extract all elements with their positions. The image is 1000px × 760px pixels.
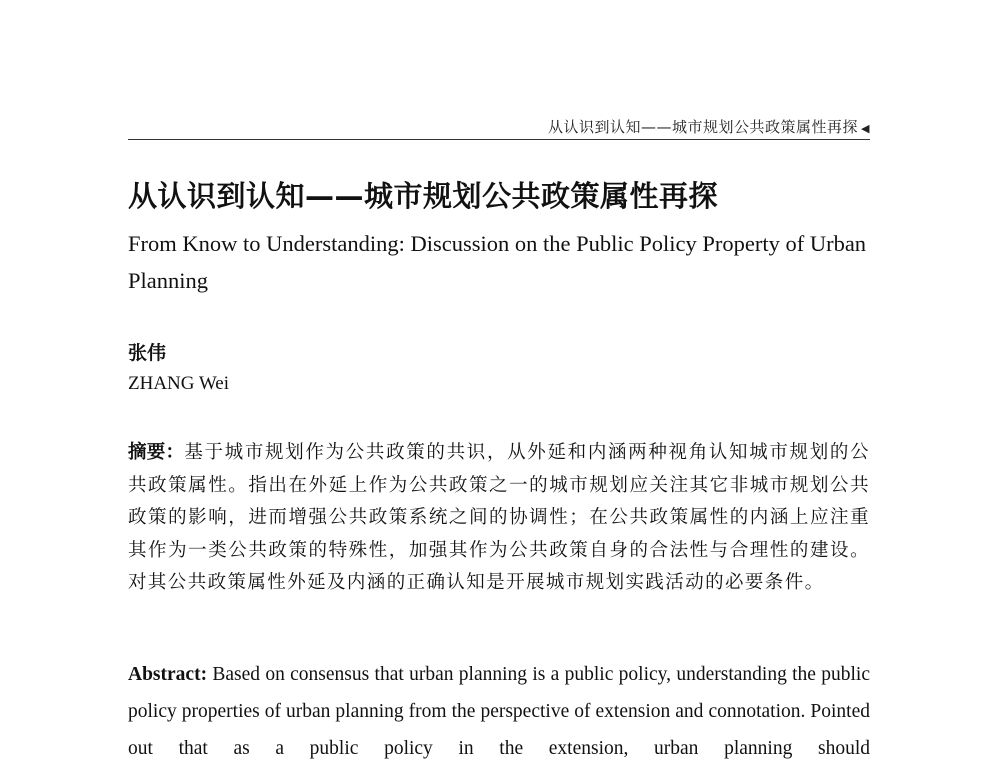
running-head-text: 从认识到认知——城市规划公共政策属性再探 (548, 118, 859, 136)
author-english: ZHANG Wei (128, 373, 230, 394)
title-chinese: 从认识到认知——城市规划公共政策属性再探 (128, 179, 719, 213)
abstract-chinese (128, 437, 870, 600)
abstract-english-label: Abstract: (128, 664, 208, 685)
author-chinese: 张伟 (128, 342, 167, 364)
triangle-left-icon: ◀ (861, 122, 870, 135)
abstract-english (128, 656, 870, 760)
header-rule (128, 139, 870, 140)
abstract-chinese-label: 摘要： (128, 442, 185, 463)
title-english: From Know to Understanding: Discussion on the Public Policy Property of Urban Planning (128, 231, 867, 293)
abstract-chinese-text: 基于城市规划作为公共政策的共识，从外延和内涵两种视角认知城市规划的公共政策属性。指出在外延上作为公共政策之一的城市规划应关注其它非城市规划公共政策的影响，进而增强公共政策系统之间的协调性；在公共政策属性的内涵上应注重其作为一类公共政策的特殊性，加强其作为公共政策自身的合法性与合理性的建设。对其公共政策属性外延及内涵的正确认知是开展城市规划实践活动的必要条件。 (128, 442, 870, 593)
running-head (548, 116, 870, 137)
abstract-english-text: Based on consensus that urban planning is a public policy, understanding the public policy properties of urban planning from the perspective of extension and connotation. Pointed out that as a public policy in the extension, urban planning should (128, 664, 870, 759)
